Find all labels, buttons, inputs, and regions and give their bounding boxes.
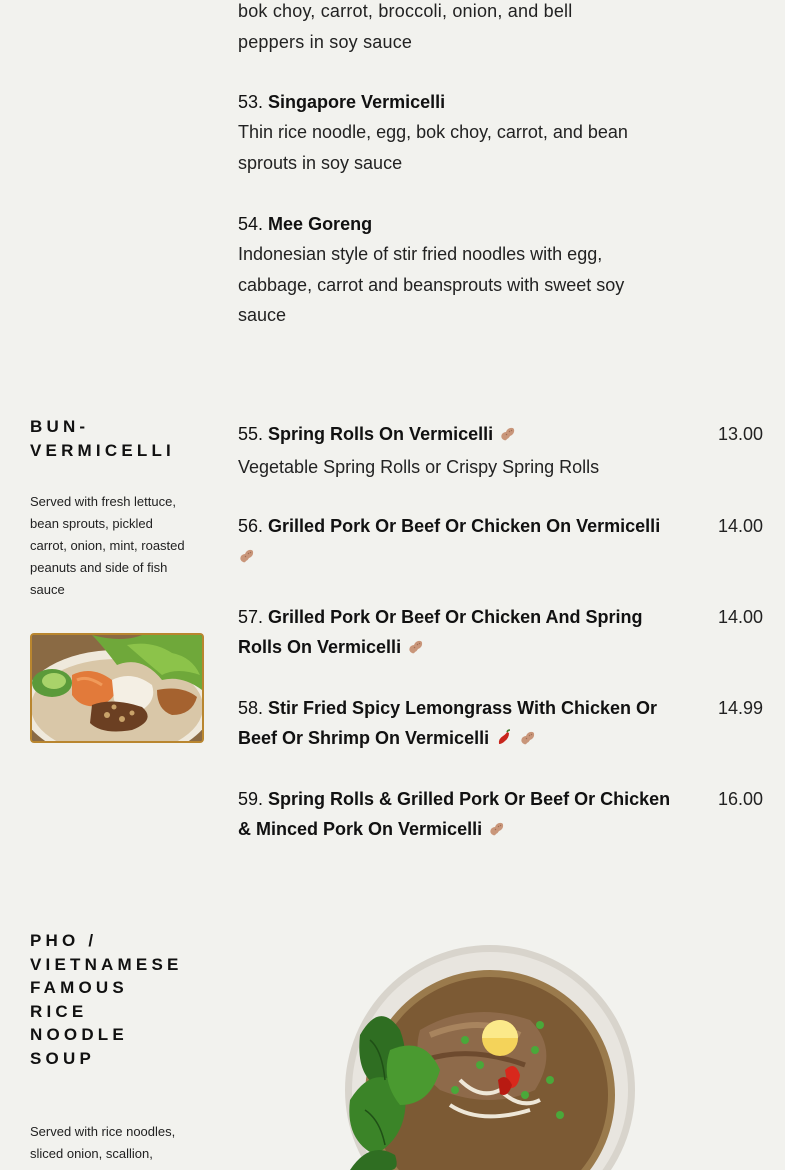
bun-section-desc <box>30 491 205 601</box>
menu-item-54 <box>238 209 688 331</box>
item-number: 54. <box>238 213 264 234</box>
desc-line: carrot, onion, mint, roasted <box>30 538 185 553</box>
item-desc-line: sprouts in soy sauce <box>238 152 403 173</box>
item-name: Grilled Pork Or Beef Or Chicken And Spring <box>268 606 643 627</box>
item-name: Singapore Vermicelli <box>268 91 446 112</box>
item-desc-line: cabbage, carrot and beansprouts with sweet soy <box>238 274 625 295</box>
title-line: VERMICELLI <box>30 440 175 460</box>
item-number: 58. <box>238 697 264 718</box>
peanut-icon <box>238 544 256 575</box>
title-line: RICE <box>30 1001 88 1021</box>
item-number: 55. <box>238 423 264 444</box>
title-line: FAMOUS <box>30 978 128 997</box>
item-58-price: 14.99 <box>717 697 763 718</box>
item-number: 59. <box>238 788 264 809</box>
peanut-icon <box>407 635 425 666</box>
item-name: Mee Goreng <box>268 213 373 234</box>
menu-item-58 <box>238 693 688 757</box>
pho-section-desc <box>30 1121 205 1165</box>
item-number: 56. <box>238 515 264 536</box>
item-name-line-2: Beef Or Shrimp On Vermicelli <box>238 728 490 748</box>
desc-line: bean sprouts, pickled <box>30 516 153 531</box>
desc-line: Served with rice noodles, <box>30 1124 176 1139</box>
peanut-icon <box>499 422 517 453</box>
pho-section-title <box>30 929 220 1070</box>
menu-item-56 <box>238 511 688 575</box>
item-55-price: 13.00 <box>717 423 763 444</box>
item-desc-line: Thin rice noodle, egg, bok choy, carrot, and bean <box>238 122 628 142</box>
item-name: Grilled Pork Or Beef Or Chicken On Vermicelli <box>268 515 661 536</box>
item-desc-line: Indonesian style of stir fried noodles with egg, <box>238 244 603 264</box>
item-52-desc-line-1: bok choy, carrot, broccoli, onion, and bell <box>238 1 573 21</box>
chili-icon <box>495 726 513 757</box>
vermicelli-bowl-photo <box>30 633 204 743</box>
item-name-line-2: & Minced Pork On Vermicelli <box>238 819 483 839</box>
item-name: Spring Rolls & Grilled Pork Or Beef Or Chicken <box>268 788 671 809</box>
item-name: Spring Rolls On Vermicelli <box>268 423 494 444</box>
desc-line: Served with fresh lettuce, <box>30 494 176 509</box>
desc-line: peanuts and side of fish <box>30 560 168 575</box>
item-52-desc-line-2: peppers in soy sauce <box>238 31 413 52</box>
item-56-price: 14.00 <box>717 515 763 536</box>
peanut-icon <box>519 726 537 757</box>
menu-item-55 <box>238 419 688 483</box>
title-line: PHO / <box>30 931 98 950</box>
menu-item-53 <box>238 87 688 179</box>
item-name: Stir Fried Spicy Lemongrass With Chicken Or <box>268 697 657 718</box>
item-desc-line: sauce <box>238 305 287 325</box>
peanut-icon <box>488 817 506 848</box>
item-number: 57. <box>238 606 264 627</box>
title-line: SOUP <box>30 1048 95 1068</box>
menu-item-57 <box>238 602 688 666</box>
title-line: NOODLE <box>30 1025 128 1044</box>
item-name-line-2: Rolls On Vermicelli <box>238 637 402 657</box>
menu-item-59 <box>238 784 688 848</box>
bun-section-title <box>30 415 220 462</box>
desc-line: sauce <box>30 582 65 597</box>
item-number: 53. <box>238 91 264 112</box>
item-59-price: 16.00 <box>717 788 763 809</box>
item-desc: Vegetable Spring Rolls or Crispy Spring Rolls <box>238 457 600 477</box>
title-line: VIETNAMESE <box>30 954 183 974</box>
desc-line: sliced onion, scallion, <box>30 1146 153 1161</box>
pho-bowl-photo <box>330 940 650 1170</box>
item-57-price: 14.00 <box>717 606 763 627</box>
title-line: BUN- <box>30 417 90 436</box>
